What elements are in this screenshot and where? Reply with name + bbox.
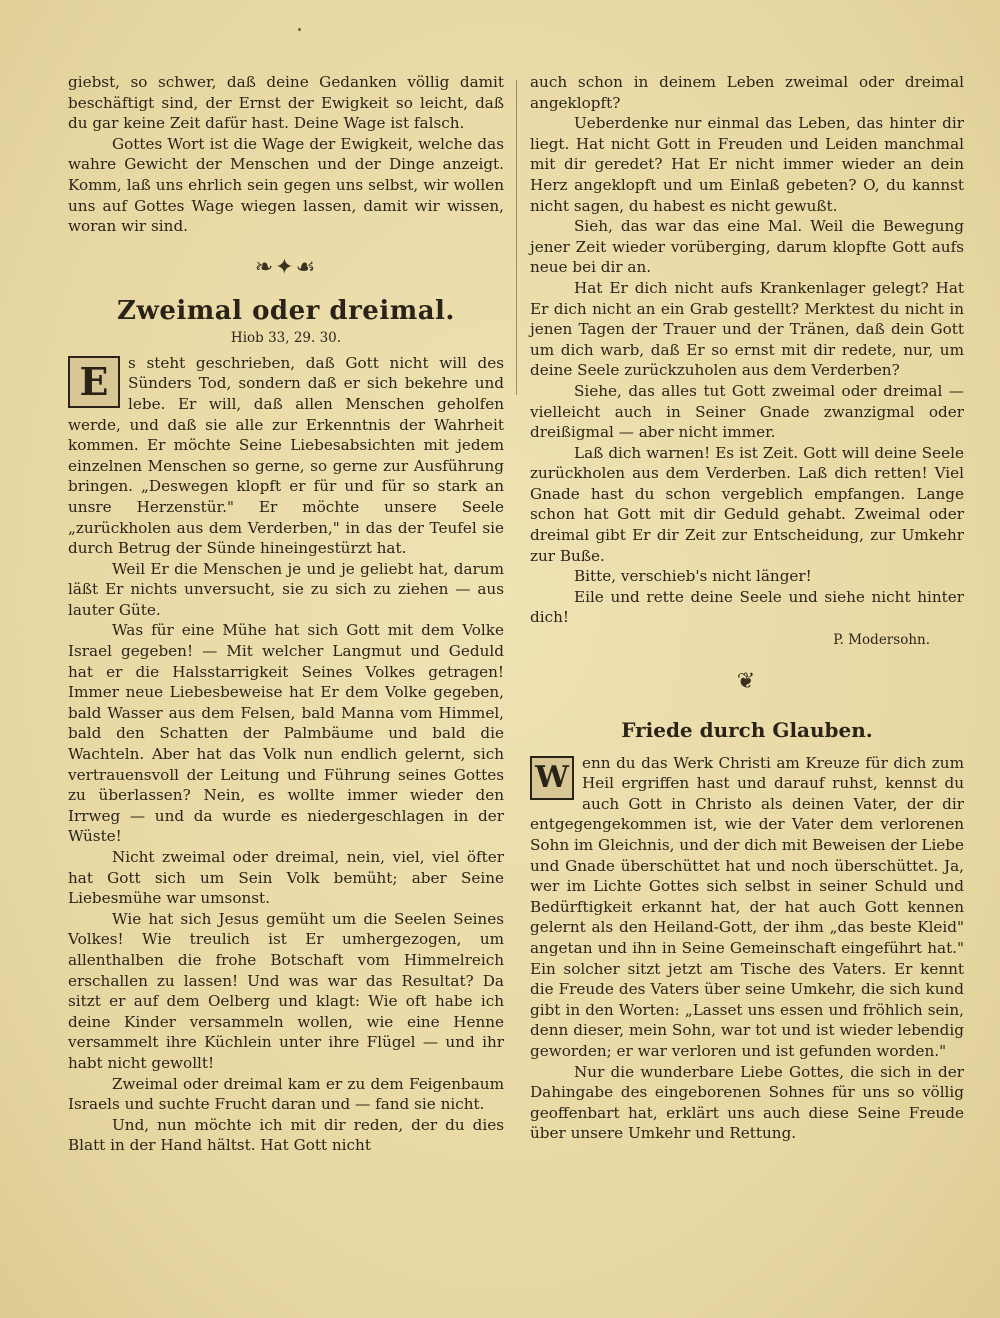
drop-cap: E bbox=[68, 356, 120, 408]
paragraph: Sieh, das war das eine Mal. Weil die Bewegung jener Zeit wieder vorüberging, darum klopfte Gott aufs neue bei dir an. bbox=[530, 217, 964, 277]
paragraph: Ueberdenke nur einmal das Leben, das hinter dir liegt. Hat nicht Gott in Freuden und Leiden manchmal mit dir geredet? Hat Er nicht immer wieder an dein Herz angeklopft und um Einlaß gebeten? O, du kannst nicht sagen, du habest es nicht gewußt. bbox=[530, 114, 964, 215]
author-signature: P. Modersohn. bbox=[833, 632, 930, 649]
paragraph: Gottes Wort ist die Wage der Ewigkeit, welche das wahre Gewicht der Menschen und der Dinge anzeigt. Komm, laß uns ehrlich sein gegen uns selbst, wir wollen uns auf Gottes Wage wiegen lassen, damit wir wissen, woran wir sind. bbox=[68, 134, 504, 236]
article-title: Zweimal oder dreimal. bbox=[117, 295, 455, 326]
paragraph: Weil Er die Menschen je und je geliebt hat, darum läßt Er nichts unversucht, sie zu sich zu ziehen — aus lauter Güte. bbox=[68, 559, 504, 619]
article-title: Friede durch Glauben. bbox=[621, 717, 873, 742]
right-column bbox=[530, 72, 964, 1144]
print-speck bbox=[298, 28, 301, 31]
paragraph: Bitte, verschieb's nicht länger! bbox=[574, 567, 812, 586]
paragraph-text: s steht geschrieben, daß Gott nicht will des Sünders Tod, sondern daß er sich bekehre und lebe. Er will, daß allen Menschen geholfen werde, und daß sie alle zur Erkenntnis der Wahrheit kommen. Er möchte Seine Liebesabsichten mit jedem einzelnen Menschen so gerne, so gerne zur Ausführung bringen. „Deswegen klopft er für und für so stark an unsre Herzenstür." Er möchte unsere Seele „zurückholen aus dem Verderben," in das der Teufel sie durch Betrug der Sünde hineingestürzt hat. bbox=[68, 353, 504, 558]
ornament-divider: ❧✦☙ bbox=[254, 254, 318, 280]
paragraph: auch schon in deinem Leben zweimal oder dreimal angeklopft? bbox=[530, 73, 964, 112]
paragraph: Nur die wunderbare Liebe Gottes, die sich in der Dahingabe des eingeborenen Sohnes für uns so völlig geoffenbart hat, erklärt uns auch diese Seine Freude über unsere Umkehr und Rettung. bbox=[530, 1062, 964, 1143]
ornament-divider: ❦ bbox=[736, 668, 758, 694]
paragraph: Zweimal oder dreimal kam er zu dem Feigenbaum Israels und suchte Frucht daran und — fand sie nicht. bbox=[68, 1074, 504, 1114]
paragraph: Siehe, das alles tut Gott zweimal oder dreimal — vielleicht auch in Seiner Gnade zwanzigmal oder dreißigmal — aber nicht immer. bbox=[530, 381, 964, 442]
paragraph: giebst, so schwer, daß deine Gedanken völlig damit beschäftigt sind, der Ernst der Ewigkeit so leicht, daß du gar keine Zeit dafür hast. Deine Wage ist falsch. bbox=[68, 73, 504, 133]
paragraph: Nicht zweimal oder dreimal, nein, viel, viel öfter hat Gott sich um Sein Volk bemüht; aber Seine Liebesmühe war umsonst. bbox=[68, 848, 504, 908]
paragraph bbox=[530, 753, 964, 1062]
paragraph: Und, nun möchte ich mit dir reden, der du dies Blatt in der Hand hältst. Hat Gott nicht bbox=[68, 1115, 504, 1155]
bible-reference: Hiob 33, 29. 30. bbox=[230, 329, 342, 346]
paragraph-text: enn du das Werk Christi am Kreuze für dich zum Heil ergriffen hast und darauf ruhst, kennst du auch Gott in Christo als deinen Vater, der dir entgegengekommen ist, wie der Vater dem verlorenen Sohn im Gleichnis, und der dich mit Beweisen der Liebe und Gnade überschüttet hat und noch überschüttet. Ja, wer im Lichte Gottes sich selbst in seiner Schuld und Bedürftigkeit erkannt hat, der hat auch Gott kennen gelernt als den Heiland-Gott, der ihm „das beste Kleid" angetan und ihn in Seine Gemeinschaft eingeführt hat." Ein solcher sitzt jetzt am Tische des Vaters. Er kennt die Freude des Vaters über seine Umkehr, die sich kund gibt in den Worten: „Lasset uns essen und fröhlich sein, denn dieser, mein Sohn, war tot und ist wieder lebendig geworden; er war verloren und ist gefunden worden." bbox=[530, 753, 964, 1060]
paragraph: Hat Er dich nicht aufs Krankenlager gelegt? Hat Er dich nicht an ein Grab gestellt? Merktest du nicht in jenen Tagen der Trauer und der Tränen, daß dein Gott um dich warb, daß Er so ernst mit dir redete, nur, um deine Seele zurückzuholen aus dem Verderben? bbox=[530, 278, 964, 380]
paragraph bbox=[68, 353, 504, 559]
column-divider bbox=[516, 80, 517, 395]
drop-cap: W bbox=[530, 756, 574, 800]
paragraph: Laß dich warnen! Es ist Zeit. Gott will deine Seele zurückholen aus dem Verderben. Laß dich retten! Viel Gnade hast du schon vergeblich empfangen. Lange schon hat Gott mit dir Geduld gehabt. Zweimal oder dreimal gibt Er dir Zeit zur Entscheidung, zur Umkehr zur Buße. bbox=[530, 443, 964, 565]
paragraph: Eile und rette deine Seele und siehe nicht hinter dich! bbox=[530, 587, 964, 627]
left-column bbox=[68, 72, 504, 1156]
paragraph: Was für eine Mühe hat sich Gott mit dem Volke Israel gegeben! — Mit welcher Langmut und Geduld hat er die Halsstarrigkeit Seines Volkes getragen! Immer neue Liebesbeweise hat Er dem Volke gegeben, bald Wasser aus dem Felsen, bald Manna vom Himmel, bald den Schatten der Palmbäume und bald die Wachteln. Aber hat das Volk nun endlich gelernt, sich vertrauensvoll der Leitung und Führung seines Gottes zu überlassen? Nein, es wollte immer wieder den Irrweg — und da wurde es niedergeschlagen in der Wüste! bbox=[68, 621, 504, 846]
paragraph: Wie hat sich Jesus gemüht um die Seelen Seines Volkes! Wie treulich ist Er umhergezogen, um allenthalben die frohe Botschaft vom Himmelreich erschallen zu lassen! Und was war das Resultat? Da sitzt er auf dem Oelberg und klagt: Wie oft habe ich deine Kinder versammeln wollen, wie eine Henne versammelt ihre Küchlein unter ihre Flügel — und ihr habt nicht gewollt! bbox=[68, 909, 504, 1072]
